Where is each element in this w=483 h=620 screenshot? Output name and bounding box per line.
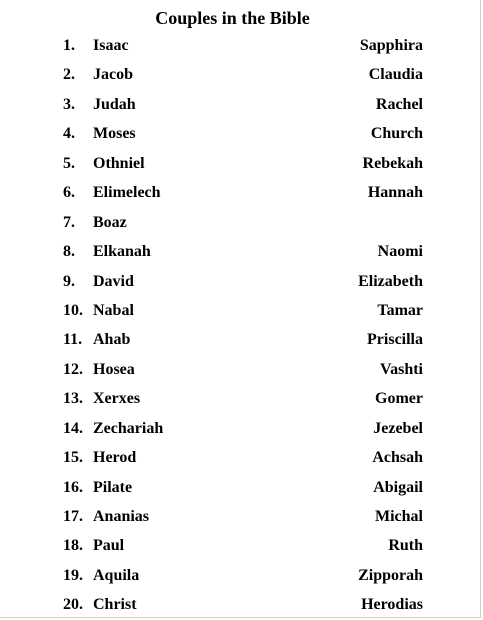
item-number: 2. (63, 66, 75, 84)
husband-name: Paul (93, 537, 125, 555)
list-item (0, 531, 483, 560)
husband-name: Zechariah (93, 419, 164, 437)
list-item (0, 296, 483, 325)
item-number: 14. (63, 419, 83, 437)
husband-name: Elkanah (93, 243, 151, 261)
wife-name: Tamar (377, 301, 423, 319)
item-number: 8. (63, 243, 75, 261)
wife-name: Achsah (372, 449, 423, 467)
list-item (0, 473, 483, 502)
husband-name: Ahab (93, 331, 131, 349)
item-number: 18. (63, 537, 83, 555)
page-title: Couples in the Bible (155, 8, 310, 28)
item-number: 19. (63, 566, 83, 584)
husband-name: Moses (93, 125, 136, 143)
item-number: 1. (63, 37, 75, 54)
list-item (0, 561, 483, 590)
wife-name: Church (370, 125, 423, 143)
item-number: 7. (63, 213, 75, 231)
wife-name: Ruth (388, 537, 423, 555)
list-item (0, 237, 483, 266)
list-item (0, 590, 483, 619)
husband-name: Elimelech (93, 184, 161, 202)
husband-name: Christ (93, 596, 137, 614)
husband-name: Herod (93, 449, 137, 467)
item-number: 20. (63, 596, 83, 614)
list-item (0, 443, 483, 472)
wife-name: Claudia (368, 66, 423, 84)
item-number: 12. (63, 360, 83, 378)
list-item (0, 325, 483, 354)
list-item (0, 267, 483, 296)
husband-name: Jacob (93, 66, 133, 84)
wife-name: Jezebel (373, 419, 423, 437)
husband-name: Isaac (93, 37, 129, 54)
item-number: 15. (63, 449, 83, 467)
item-number: 9. (63, 272, 75, 290)
husband-name: Xerxes (93, 390, 141, 408)
item-number: 13. (63, 390, 83, 408)
list-item (0, 119, 483, 148)
list-item (0, 60, 483, 89)
list-item (0, 31, 483, 60)
item-number: 5. (63, 154, 75, 172)
husband-name: Boaz (93, 213, 127, 231)
item-number: 3. (63, 95, 75, 113)
item-number: 16. (63, 478, 83, 496)
wife-name: Sapphira (359, 37, 423, 54)
couples-list (0, 31, 483, 620)
husband-name: Nabal (93, 301, 134, 319)
item-number: 10. (63, 301, 83, 319)
item-number: 6. (63, 184, 75, 202)
list-item (0, 149, 483, 178)
husband-name: David (93, 272, 134, 290)
list-item (0, 414, 483, 443)
husband-name: Ananias (93, 508, 150, 525)
list-item (0, 355, 483, 384)
list-item (0, 208, 483, 237)
husband-name: Othniel (93, 154, 145, 172)
wife-name: Zipporah (358, 566, 423, 584)
list-item (0, 178, 483, 207)
item-number: 17. (63, 508, 83, 525)
item-number: 4. (63, 125, 75, 143)
item-number: 11. (63, 331, 83, 349)
husband-name: Judah (93, 95, 136, 113)
wife-name: Gomer (375, 390, 423, 408)
husband-name: Pilate (93, 478, 133, 496)
wife-name: Hannah (367, 184, 423, 202)
wife-name: Abigail (373, 478, 423, 496)
wife-name: Herodias (361, 596, 423, 614)
husband-name: Hosea (93, 360, 135, 378)
wife-name: Elizabeth (358, 272, 423, 290)
wife-name: Vashti (380, 360, 423, 378)
husband-name: Aquila (93, 566, 140, 584)
list-item (0, 384, 483, 413)
wife-name: Rebekah (362, 154, 423, 172)
wife-name: Naomi (377, 243, 423, 261)
wife-name: Priscilla (367, 331, 423, 349)
list-item (0, 502, 483, 531)
list-item (0, 90, 483, 119)
wife-name: Michal (375, 508, 423, 525)
wife-name: Rachel (375, 95, 423, 113)
